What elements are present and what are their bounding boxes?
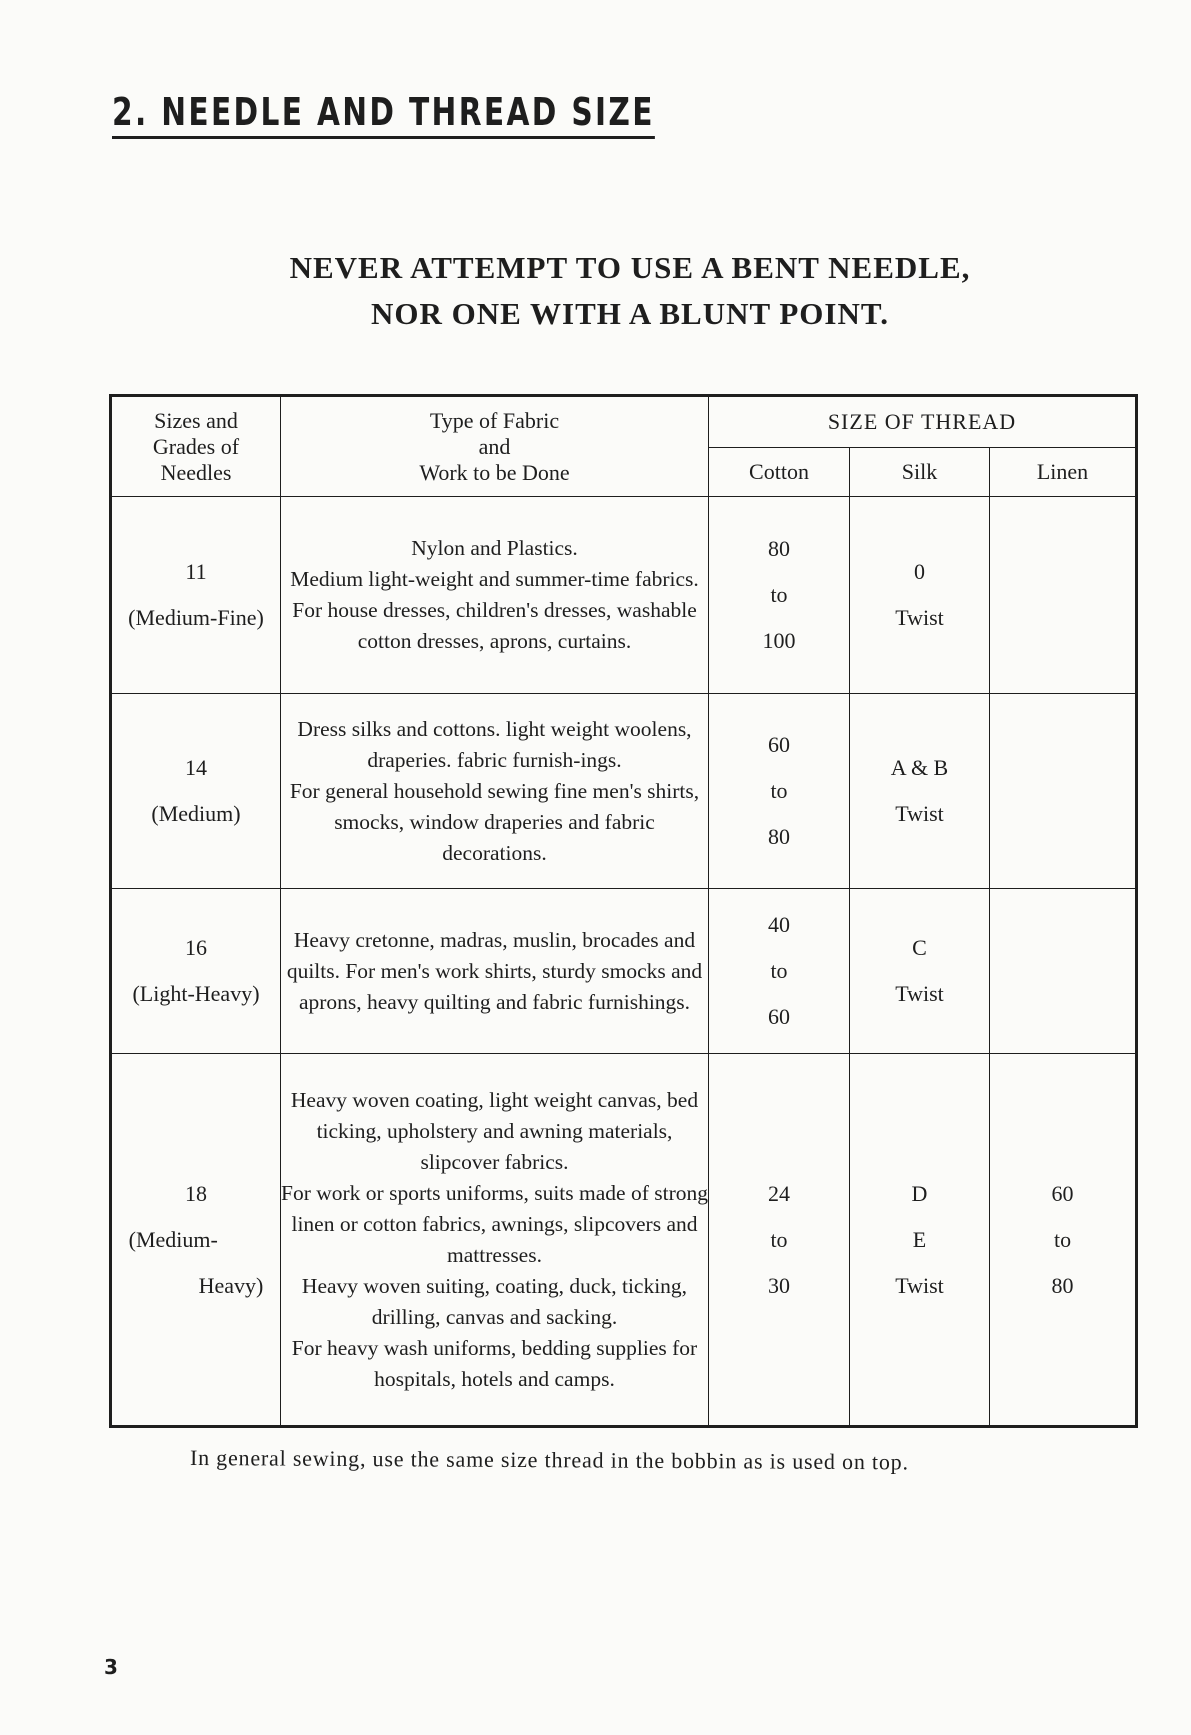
cotton-cell: 24 to 30: [709, 1054, 850, 1427]
cotton-cell: 40 to 60: [709, 889, 850, 1054]
fabric-cell: Dress silks and cottons. light weight woolens, draperies. fabric furnish-ings. For general household sewing fine men's shirts, smocks, window draperies and fabric decorations.: [281, 694, 709, 889]
warning-line-2: NOR ONE WITH A BLUNT POINT.: [371, 296, 889, 331]
needle-size-cell: 18 (Medium- Heavy): [111, 1054, 281, 1427]
silk-cell: A & B Twist: [850, 694, 990, 889]
needle-size-cell: 11 (Medium-Fine): [111, 497, 281, 694]
silk-cell: C Twist: [850, 889, 990, 1054]
header-needle-sizes: Sizes and Grades of Needles: [111, 396, 281, 497]
fabric-cell: Nylon and Plastics. Medium light-weight and summer-time fabrics. For house dresses, children's dresses, washable cotton dresses, aprons, curtains.: [281, 497, 709, 694]
table-row: [111, 889, 1137, 1054]
silk-cell: D E Twist: [850, 1054, 990, 1427]
section-title: 2. NEEDLE AND THREAD SIZE: [112, 90, 655, 139]
header-fabric-type: Type of Fabric and Work to be Done: [281, 396, 709, 497]
silk-cell: 0 Twist: [850, 497, 990, 694]
linen-cell: [990, 889, 1137, 1054]
footnote: In general sewing, use the same size thread in the bobbin as is used on top.: [189, 1445, 909, 1475]
header-cotton: Cotton: [709, 448, 850, 497]
table-row: [111, 1054, 1137, 1427]
header-silk: Silk: [850, 448, 990, 497]
table-row: [111, 694, 1137, 889]
header-linen: Linen: [990, 448, 1137, 497]
cotton-cell: 60 to 80: [709, 694, 850, 889]
page-number: 3: [104, 1655, 118, 1679]
linen-cell: 60 to 80: [990, 1054, 1137, 1427]
needle-thread-table: [109, 394, 1138, 1428]
warning-line-1: NEVER ATTEMPT TO USE A BENT NEEDLE,: [289, 250, 971, 285]
needle-size-cell: 14 (Medium): [111, 694, 281, 889]
linen-cell: [990, 497, 1137, 694]
fabric-cell: Heavy woven coating, light weight canvas, bed ticking, upholstery and awning materials, slipcover fabrics. For work or sports uniforms, suits made of strong linen or cotton fabrics, awnings, slipcovers and mattresses. Heavy woven suiting, coating, duck, ticking, drilling, canvas and sacking. For heavy wash uniforms, bedding supplies for hospitals, hotels and camps.: [281, 1054, 709, 1427]
cotton-cell: 80 to 100: [709, 497, 850, 694]
fabric-cell: Heavy cretonne, madras, muslin, brocades and quilts. For men's work shirts, sturdy smocks and aprons, heavy quilting and fabric furnishings.: [281, 889, 709, 1054]
header-thread-size: SIZE OF THREAD: [709, 396, 1137, 448]
needle-size-cell: 16 (Light-Heavy): [111, 889, 281, 1054]
table-row: [111, 497, 1137, 694]
linen-cell: [990, 694, 1137, 889]
